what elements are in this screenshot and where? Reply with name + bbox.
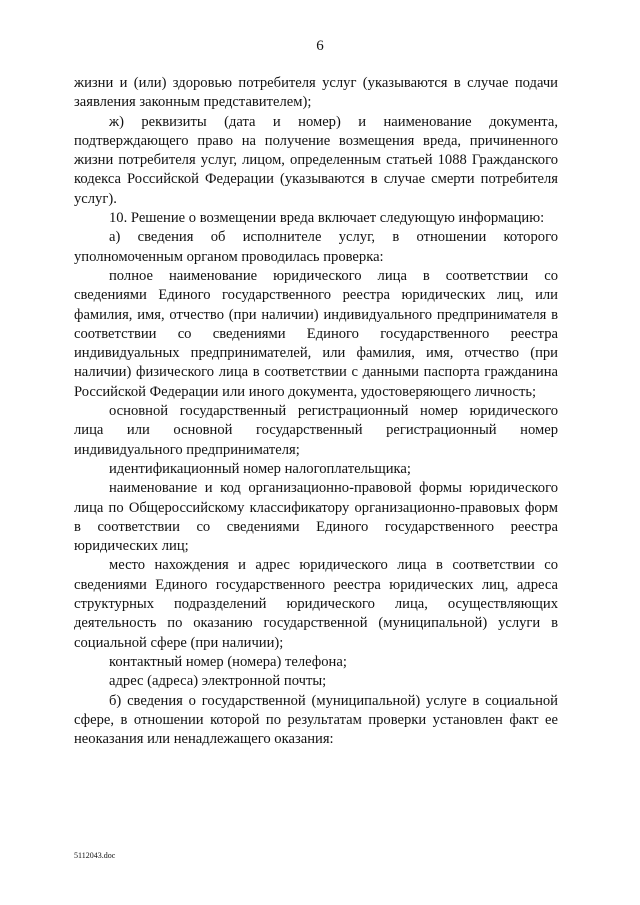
footer-file-name: 5112043.doc (74, 851, 116, 860)
paragraph: полное наименование юридического лица в соответствии со сведениями Единого государственного реестра юридических лиц, или фамилия, имя, отчество (при наличии) индивидуального предпринимателя в соответствии со сведениями Единого государственного реестра индивидуальных предпринимателей, или фамилия, имя, отчество (при наличии) физического лица в соответствии с данными паспорта гражданина Российской Федерации или иного документа, удостоверяющего личность; (74, 267, 558, 400)
paragraph: основной государственный регистрационный номер юридического лица или основной государственный регистрационный номер индивидуального предпринимателя; (74, 403, 558, 458)
paragraph: 10. Решение о возмещении вреда включает следующую информацию: (109, 210, 545, 227)
document-body (74, 74, 558, 749)
paragraph: а) сведения об исполнителе услуг, в отношении которого уполномоченным органом проводилась проверка: (74, 229, 558, 265)
paragraph: адрес (адреса) электронной почты; (109, 673, 327, 690)
paragraph: ж) реквизиты (дата и номер) и наименование документа, подтверждающего право на получение возмещения вреда, причиненного жизни потребителя услуг, лицом, определенным статьей 1088 Гражданского кодекса Российской Федерации (указываются в случае смерти потребителя услуг). (74, 113, 558, 207)
paragraph: жизни и (или) здоровью потребителя услуг (указываются в случае подачи заявления законным представителем); (74, 75, 558, 111)
paragraph: место нахождения и адрес юридического лица в соответствии со сведениями Единого государственного реестра юридических лиц, адреса структурных подразделений юридического лица, осуществляющих деятельность по оказанию государственной (муниципальной) услуги в социальной сфере (при наличии); (74, 557, 558, 651)
paragraph: б) сведения о государственной (муниципальной) услуге в социальной сфере, в отношении которой по результатам проверки установлен факт ее неоказания или ненадлежащего оказания: (74, 692, 558, 748)
paragraph: контактный номер (номера) телефона; (109, 653, 347, 670)
paragraph: наименование и код организационно-правовой формы юридического лица по Общероссийскому классификатору организационно-правовых форм в соответствии со сведениями Единого государственного реестра юридических лиц; (74, 480, 558, 555)
paragraph: идентификационный номер налогоплательщика; (109, 460, 411, 477)
page-number: 6 (316, 38, 324, 54)
